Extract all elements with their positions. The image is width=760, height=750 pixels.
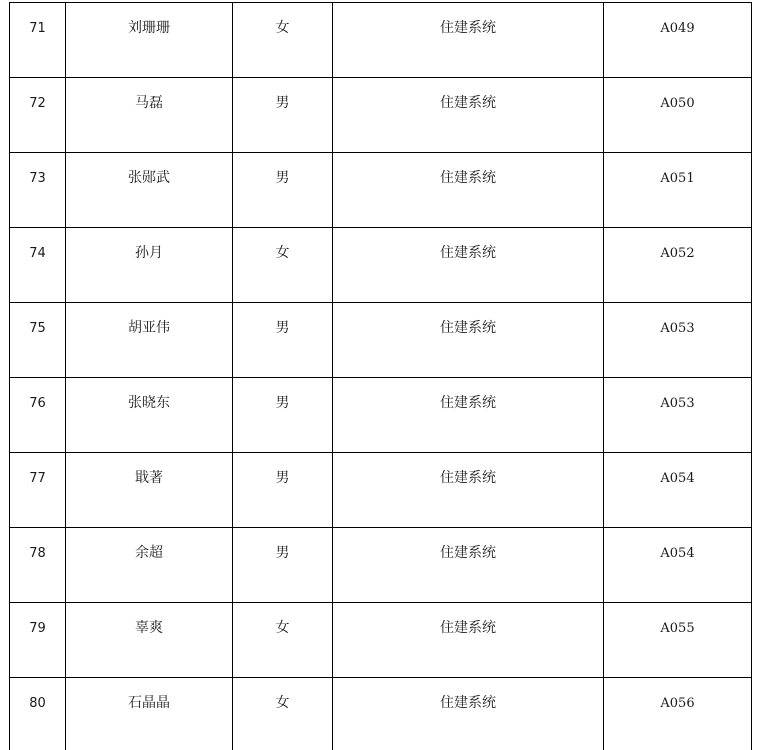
row-number-cell-text: 71 <box>29 21 46 36</box>
code-cell-text: A051 <box>660 171 695 186</box>
name-cell <box>66 78 233 153</box>
gender-cell <box>233 528 333 603</box>
row-number-cell <box>10 228 66 303</box>
gender-cell-text: 男 <box>275 95 290 111</box>
row-number-cell <box>10 78 66 153</box>
name-cell-text: 张晓东 <box>128 395 170 411</box>
name-cell <box>66 603 233 678</box>
system-cell-text: 住建系统 <box>440 695 496 711</box>
row-number-cell-text: 73 <box>29 171 46 186</box>
name-cell <box>66 453 233 528</box>
roster-sheet <box>9 2 751 750</box>
name-cell <box>66 678 233 750</box>
gender-cell <box>233 603 333 678</box>
name-cell-text: 张郧武 <box>128 170 170 186</box>
code-cell <box>604 78 752 153</box>
name-cell-text: 余超 <box>135 545 163 561</box>
system-cell-text: 住建系统 <box>440 20 496 36</box>
gender-cell <box>233 453 333 528</box>
row-number-cell-text: 79 <box>29 621 46 636</box>
gender-cell-text: 男 <box>275 395 290 411</box>
system-cell-text: 住建系统 <box>440 95 496 111</box>
table-row <box>10 678 752 750</box>
roster-table <box>9 2 752 750</box>
name-cell-text: 胡亚伟 <box>128 320 170 336</box>
row-number-cell-text: 72 <box>29 96 46 111</box>
gender-cell-text: 女 <box>275 620 290 636</box>
row-number-cell-text: 75 <box>29 321 46 336</box>
system-cell <box>333 453 604 528</box>
row-number-cell-text: 77 <box>29 471 46 486</box>
row-number-cell <box>10 3 66 78</box>
gender-cell <box>233 3 333 78</box>
system-cell <box>333 228 604 303</box>
code-cell <box>604 378 752 453</box>
gender-cell-text: 女 <box>275 695 290 711</box>
code-cell-text: A054 <box>660 471 695 486</box>
row-number-cell <box>10 603 66 678</box>
system-cell <box>333 678 604 750</box>
code-cell <box>604 3 752 78</box>
system-cell-text: 住建系统 <box>440 470 496 486</box>
system-cell <box>333 528 604 603</box>
code-cell <box>604 228 752 303</box>
code-cell-text: A050 <box>660 96 695 111</box>
system-cell <box>333 303 604 378</box>
name-cell <box>66 3 233 78</box>
code-cell <box>604 603 752 678</box>
code-cell-text: A054 <box>660 546 695 561</box>
row-number-cell-text: 78 <box>29 546 46 561</box>
row-number-cell <box>10 453 66 528</box>
code-cell-text: A055 <box>660 621 695 636</box>
code-cell-text: A053 <box>660 321 695 336</box>
row-number-cell-text: 80 <box>29 696 46 711</box>
gender-cell-text: 女 <box>275 20 290 36</box>
gender-cell <box>233 303 333 378</box>
code-cell <box>604 303 752 378</box>
gender-cell-text: 男 <box>275 320 290 336</box>
name-cell-text: 辜爽 <box>135 620 163 636</box>
table-row <box>10 3 752 78</box>
row-number-cell <box>10 378 66 453</box>
code-cell <box>604 528 752 603</box>
system-cell <box>333 603 604 678</box>
name-cell-text: 刘珊珊 <box>128 20 170 36</box>
code-cell <box>604 153 752 228</box>
gender-cell <box>233 78 333 153</box>
gender-cell-text: 女 <box>275 245 290 261</box>
system-cell-text: 住建系统 <box>440 620 496 636</box>
gender-cell-text: 男 <box>275 170 290 186</box>
system-cell <box>333 78 604 153</box>
code-cell-text: A049 <box>660 21 695 36</box>
table-row <box>10 378 752 453</box>
table-row <box>10 303 752 378</box>
table-row <box>10 228 752 303</box>
code-cell-text: A053 <box>660 396 695 411</box>
name-cell-text: 石晶晶 <box>128 695 170 711</box>
row-number-cell-text: 74 <box>29 246 46 261</box>
row-number-cell-text: 76 <box>29 396 46 411</box>
name-cell <box>66 528 233 603</box>
table-row <box>10 153 752 228</box>
system-cell-text: 住建系统 <box>440 320 496 336</box>
table-row <box>10 78 752 153</box>
name-cell-text: 孙月 <box>135 245 163 261</box>
row-number-cell <box>10 303 66 378</box>
name-cell <box>66 228 233 303</box>
table-row <box>10 603 752 678</box>
name-cell <box>66 303 233 378</box>
name-cell-text: 戢著 <box>135 470 163 486</box>
name-cell <box>66 378 233 453</box>
gender-cell <box>233 678 333 750</box>
gender-cell <box>233 378 333 453</box>
gender-cell-text: 男 <box>275 545 290 561</box>
system-cell <box>333 378 604 453</box>
gender-cell <box>233 228 333 303</box>
name-cell-text: 马磊 <box>135 95 163 111</box>
code-cell <box>604 678 752 750</box>
system-cell <box>333 3 604 78</box>
code-cell-text: A052 <box>660 246 695 261</box>
code-cell-text: A056 <box>660 696 695 711</box>
system-cell-text: 住建系统 <box>440 245 496 261</box>
row-number-cell <box>10 153 66 228</box>
system-cell-text: 住建系统 <box>440 545 496 561</box>
row-number-cell <box>10 678 66 750</box>
table-row <box>10 453 752 528</box>
table-row <box>10 528 752 603</box>
row-number-cell <box>10 528 66 603</box>
name-cell <box>66 153 233 228</box>
system-cell-text: 住建系统 <box>440 170 496 186</box>
gender-cell-text: 男 <box>275 470 290 486</box>
gender-cell <box>233 153 333 228</box>
system-cell <box>333 153 604 228</box>
code-cell <box>604 453 752 528</box>
roster-table-body <box>10 3 752 750</box>
system-cell-text: 住建系统 <box>440 395 496 411</box>
